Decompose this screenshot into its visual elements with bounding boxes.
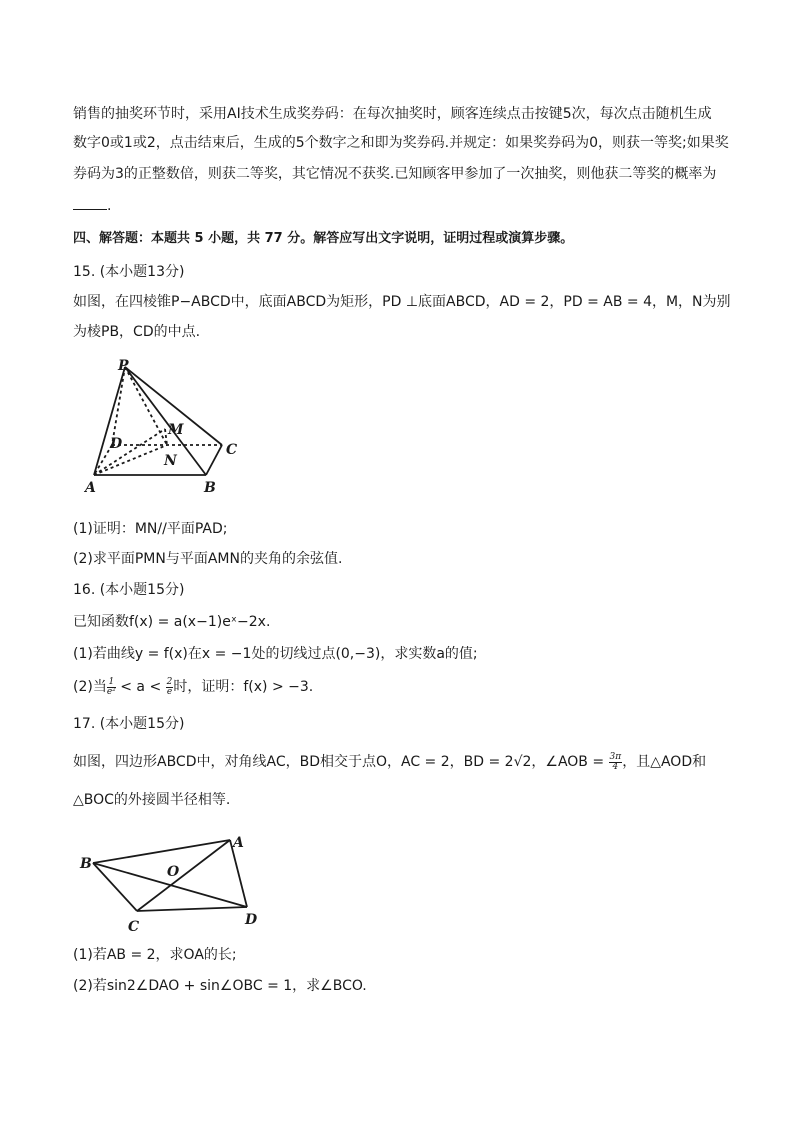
q17-fraction: $\frac{3\pi}{4}$ [609, 751, 622, 772]
q17-part-2: (2)若sin2∠DAO + sin∠OBC = 1，求∠BCO. [73, 978, 367, 994]
q15-part-1: (1)证明：MN//平面PAD; [73, 521, 228, 537]
quadrilateral-figure [75, 828, 275, 938]
q16-fraction-2: $\frac{2}{e}$ [166, 676, 173, 697]
q16-fraction-1: $\frac{1}{\text{e²}}$ [106, 676, 116, 697]
q16-stem: 已知函数f(x) = a(x−1)eˣ−2x. [73, 614, 271, 630]
label-B: B [80, 856, 92, 872]
q16-part-2 [73, 677, 313, 697]
intro-line-4-end: . [107, 198, 112, 214]
label-C: C [128, 919, 140, 935]
q17-part-1: (1)若AB = 2，求OA的长; [73, 947, 237, 963]
label-O: O [167, 864, 180, 880]
intro-line-2: 数字0或1或2，点击结束后，生成的5个数字之和即为奖券码.并规定：如果奖券码为0，则获一等奖;如果奖 [73, 135, 729, 151]
label-N: N [164, 453, 177, 469]
q16-part-2-mid: < a < [115, 679, 166, 695]
answer-blank [73, 197, 107, 210]
q17-number: 17. (本小题15分) [73, 716, 185, 732]
pyramid-figure [80, 355, 250, 500]
label-M: M [168, 422, 184, 438]
label-B: B [204, 480, 216, 496]
q17-stem-a-post: ，且△AOD和 [622, 754, 707, 770]
intro-line-4 [73, 196, 111, 216]
q16-part-2-post: 时，证明：f(x) > −3. [173, 679, 314, 695]
label-D: D [245, 912, 258, 928]
q16-part-1: (1)若曲线y = f(x)在x = −1处的切线过点(0,−3)，求实数a的值; [73, 646, 478, 662]
label-A: A [85, 480, 96, 496]
q15-stem-a: 如图，在四棱锥P−ABCD中，底面ABCD为矩形，PD ⊥底面ABCD，AD = 2，PD = AB = 4，M，N为别 [73, 294, 731, 310]
intro-line-3: 券码为3的正整数倍，则获二等奖，其它情况不获奖.已知顾客甲参加了一次抽奖，则他获二等奖的概率为 [73, 166, 717, 182]
label-A: A [233, 835, 244, 851]
section-4-header: 四、解答题：本题共 5 小题，共 77 分。解答应写出文字说明，证明过程或演算步骤。 [73, 231, 574, 246]
q17-stem-a-pre: 如图，四边形ABCD中，对角线AC，BD相交于点O，AC = 2，BD = 2√2，∠AOB = [73, 754, 609, 770]
q15-number: 15. (本小题13分) [73, 264, 185, 280]
q15-stem-b: 为棱PB，CD的中点. [73, 324, 201, 340]
q17-stem-a [73, 752, 706, 772]
label-D: D [110, 436, 123, 452]
q15-part-2: (2)求平面PMN与平面AMN的夹角的余弦值. [73, 551, 343, 567]
q17-stem-b: △BOC的外接圆半径相等. [73, 792, 231, 808]
label-P: P [118, 358, 129, 374]
intro-line-1: 销售的抽奖环节时，采用AI技术生成奖券码：在每次抽奖时，顾客连续点击按键5次，每次点击随机生成 [73, 106, 712, 122]
label-C: C [226, 442, 238, 458]
q16-number: 16. (本小题15分) [73, 582, 185, 598]
q16-part-2-pre: (2)当 [73, 679, 107, 695]
